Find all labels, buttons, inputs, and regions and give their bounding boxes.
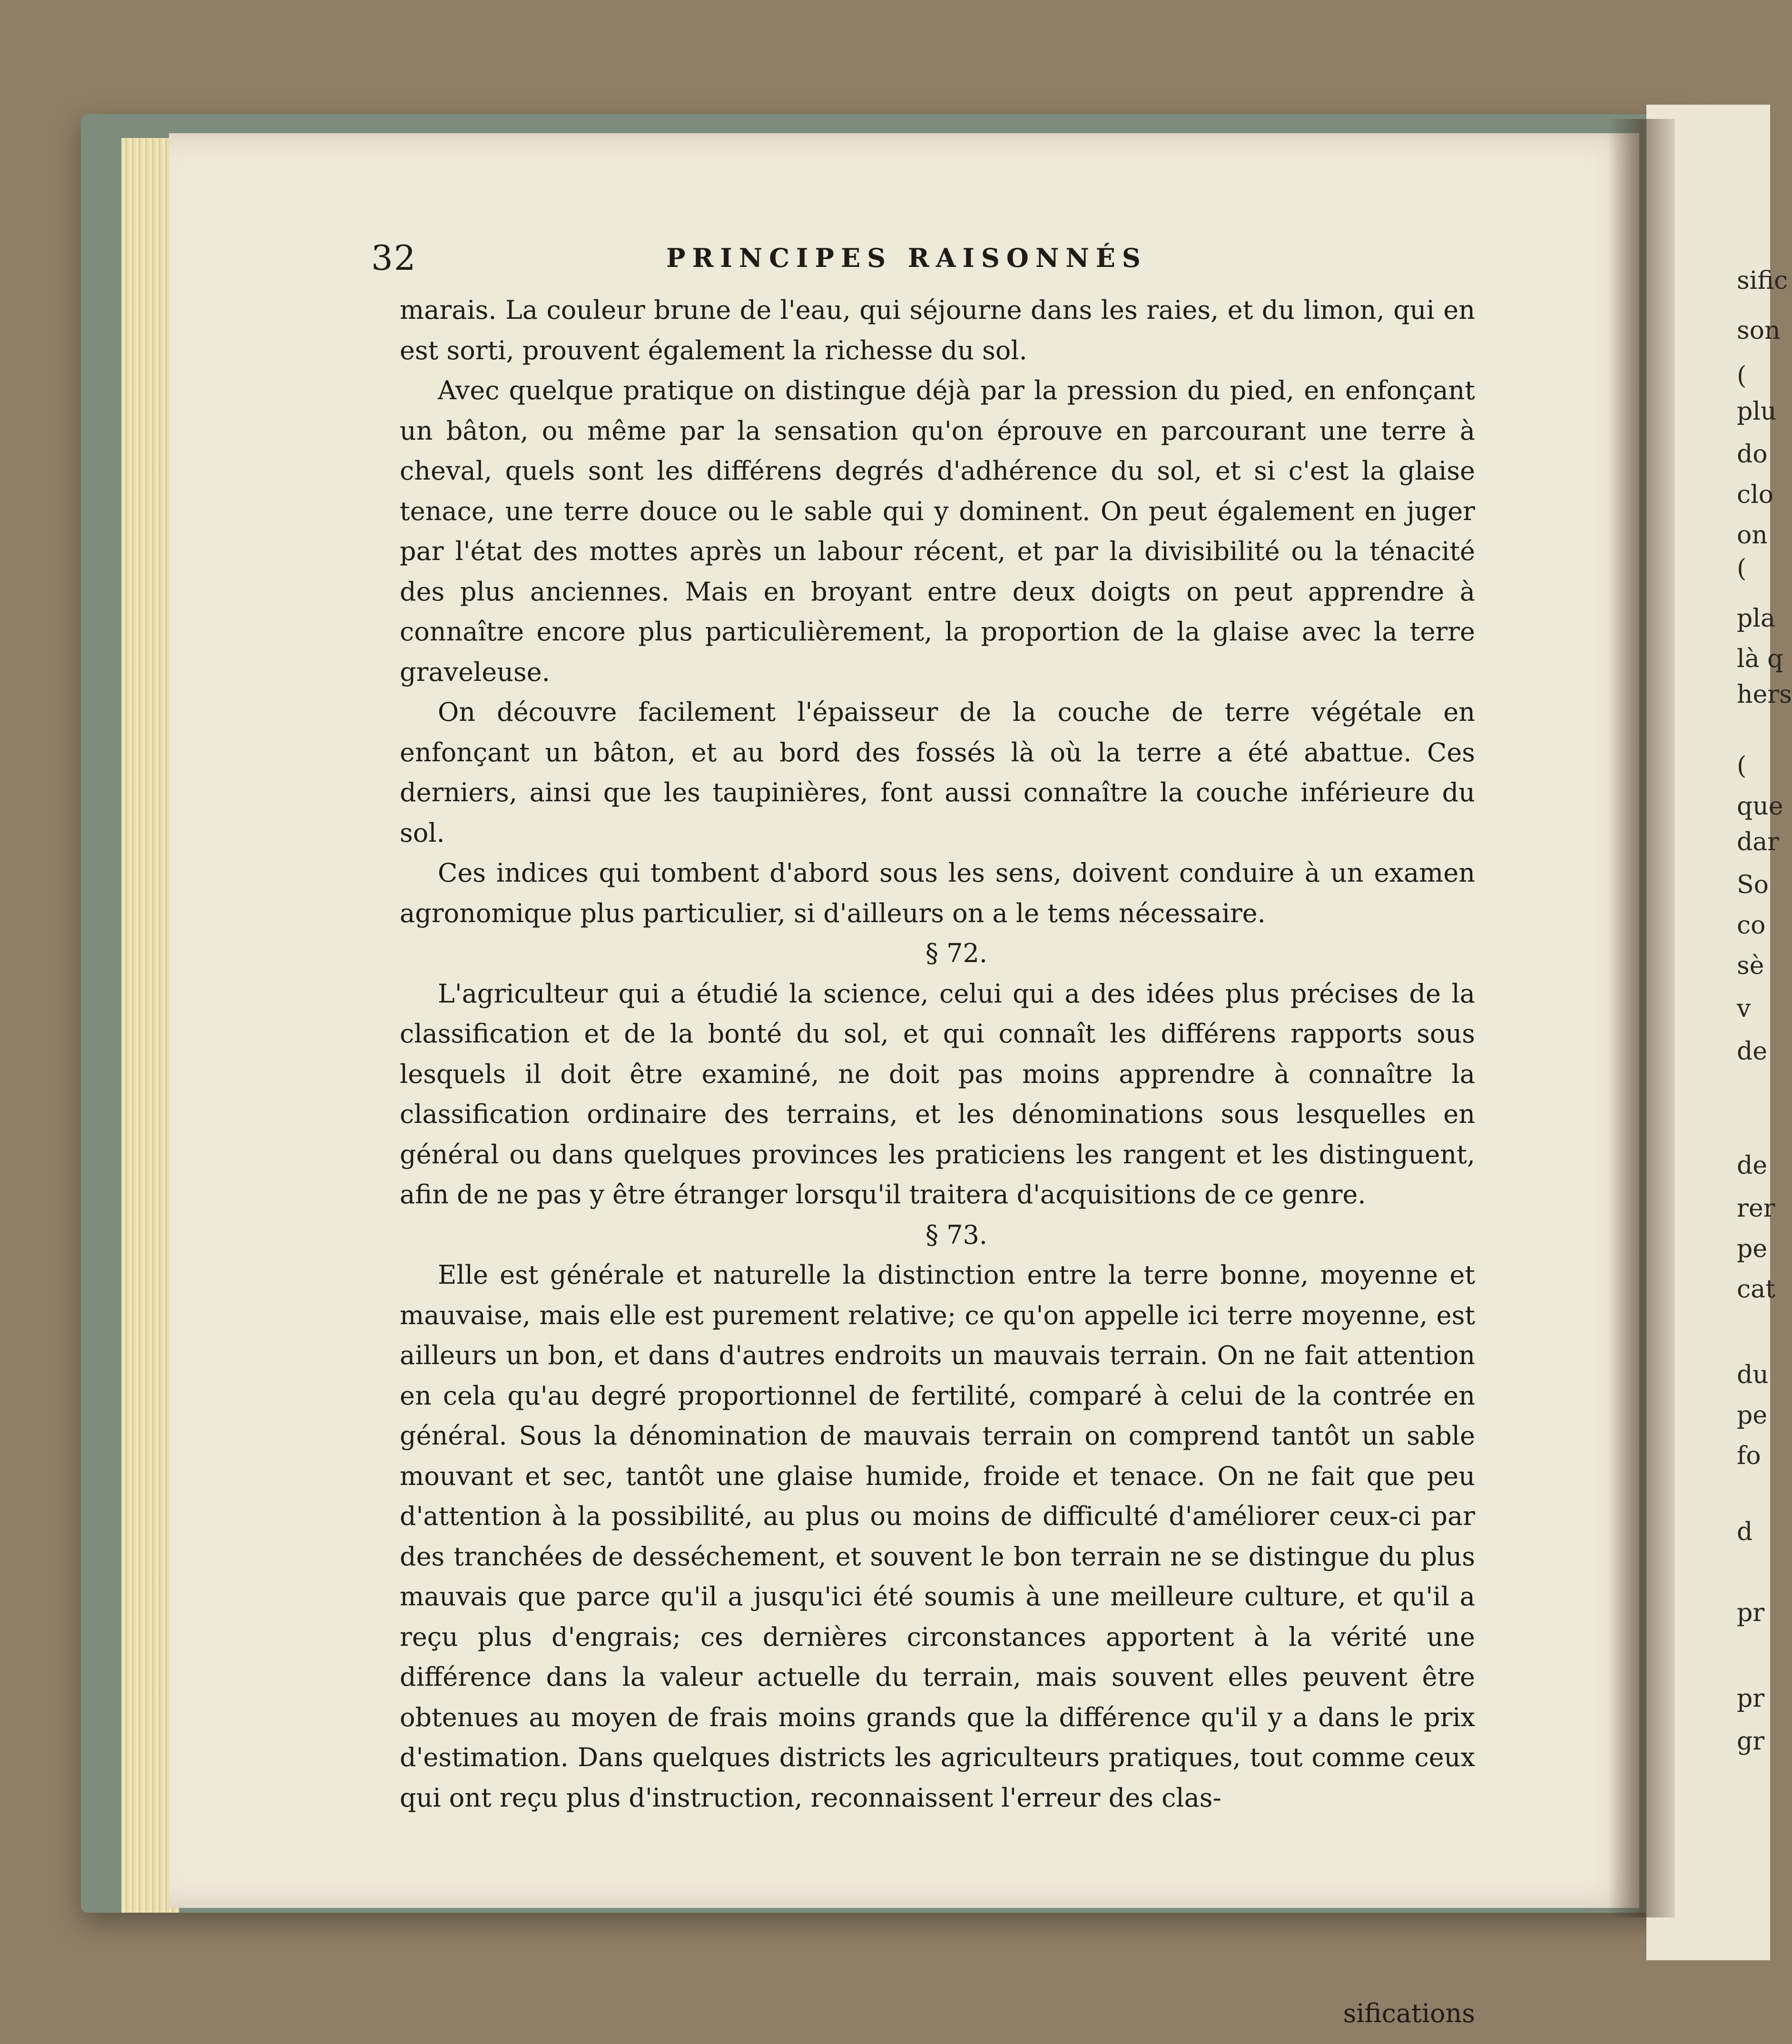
facing-page-fragment: pe — [1737, 1235, 1768, 1263]
facing-page-fragment: plu — [1737, 397, 1777, 426]
section-number: § 73. — [925, 1219, 988, 1250]
facing-page-fragment: rer — [1737, 1194, 1775, 1223]
paragraph: L'agriculteur qui a étudié la science, celui qui a des idées plus précises de la classification et de la bonté du sol, et qui connaît les différens rapports sous lesquels il doit être examiné, ne doit pas moins apprendre à connaître la classification ordinaire des terrains, et les dénominations sous lesquelles en général ou dans quelques provinces les praticiens les rangent et les distinguent, afin de ne pas y être étranger lorsqu'il traitera d'acquisitions de ce genre. — [400, 978, 1475, 1209]
paragraph: Avec quelque pratique on distingue déjà par la pression du pied, en enfonçant un bâton, ou même par la sensation qu'on éprouve en parcourant une terre à cheval, quels sont les différens degrés d'adhérence du sol, et si c'est la glaise tenace, une terre douce ou le sable qui y dominent. On peut également en juger par l'état des mottes après un labour récent, et par la divisibilité ou la ténacité des plus anciennes. Mais en broyant entre deux doigts on peut apprendre à connaître encore plus particulièrement, la proportion de la glaise avec la terre graveleuse. — [400, 375, 1475, 687]
catchword: sifications — [1343, 1998, 1475, 2028]
page-number: 32 — [371, 238, 417, 278]
running-head: PRINCIPES RAISONNÉS — [666, 243, 1147, 273]
body-text — [400, 290, 1475, 1818]
facing-page-fragment: sè — [1737, 952, 1764, 980]
paragraph: Elle est générale et naturelle la distinction entre la terre bonne, moyenne et mauvaise, mais elle est purement relative; ce qu'on appelle ici terre moyenne, est ailleurs un bon, et dans d'autres endroits un mauvais terrain. On ne fait attention en cela qu'au degré proportionnel de fertilité, comparé à celui de la contrée en général. Sous la dénomination de mauvais terrain on comprend tantôt un sable mouvant et sec, tantôt une glaise humide, froide et tenace. On ne fait que peu d'attention à la possibilité, au plus ou moins de difficulté d'améliorer ceux-ci par des tranchées de desséchement, et souvent le bon terrain ne se distingue du plus mauvais que parce qu'il a jusqu'ici été soumis à une meilleure culture, et qu'il a reçu plus d'engrais; ces dernières circonstances apportent à la vérité une différence dans la valeur actuelle du terrain, mais souvent elles peuvent être obtenues au moyen de frais moins grands que la différence qu'il y a dans le prix d'estimation. Dans quelques districts les agriculteurs pratiques, tout comme ceux qui ont reçu plus d'instruction, reconnaissent l'erreur des clas- — [400, 1260, 1475, 1813]
facing-page-fragment: pr — [1737, 1684, 1765, 1713]
facing-page-fragment: que — [1737, 792, 1783, 821]
facing-page-fragment: pla — [1737, 604, 1775, 633]
facing-page-fragment: d — [1737, 1518, 1753, 1546]
section-number: § 72. — [925, 938, 988, 968]
paragraph: marais. La couleur brune de l'eau, qui séjourne dans les raies, et du limon, qui en est sorti, prouvent également la richesse du sol. — [400, 295, 1475, 365]
facing-page-fragment: cat — [1737, 1275, 1776, 1304]
facing-page-fragment: hers — [1737, 680, 1792, 709]
facing-page-fragment: fo — [1737, 1442, 1761, 1470]
facing-page-fragment: là q — [1737, 645, 1783, 673]
facing-page-fragment: pr — [1737, 1599, 1765, 1627]
paragraph: On découvre facilement l'épaisseur de la couche de terre végétale en enfonçant un bâton, et au bord des fossés là où la terre a été abattue. Ces derniers, ainsi que les taupinières, font aussi connaître la couche inférieure du sol. — [400, 697, 1475, 848]
facing-page-text-fragments — [1737, 0, 1792, 2044]
facing-page-fragment: clo — [1737, 481, 1774, 509]
paragraph: Ces indices qui tombent d'abord sous les sens, doivent conduire à un examen agronomique plus particulier, si d'ailleurs on a le tems nécessaire. — [400, 858, 1475, 928]
facing-page-fragment: de — [1737, 1037, 1768, 1066]
facing-page-fragment: on — [1737, 521, 1768, 550]
facing-page-fragment: dar — [1737, 828, 1780, 856]
facing-page-fragment: co — [1737, 911, 1766, 940]
facing-page-fragment: gr — [1737, 1727, 1765, 1756]
facing-page-fragment: ( — [1737, 554, 1747, 583]
facing-page-fragment: du — [1737, 1361, 1769, 1389]
facing-page-fragment: pe — [1737, 1401, 1768, 1430]
book-gutter-shadow — [1608, 119, 1675, 1917]
facing-page-fragment: ( — [1737, 752, 1747, 780]
facing-page-fragment: v — [1737, 994, 1751, 1023]
facing-page-fragment: So — [1737, 871, 1769, 899]
facing-page-fragment: do — [1737, 440, 1768, 469]
facing-page-fragment: sific — [1737, 266, 1788, 295]
page-header — [371, 238, 1323, 281]
facing-page-fragment: son — [1737, 316, 1781, 345]
facing-page-fragment: ( — [1737, 362, 1747, 390]
facing-page-fragment: de — [1737, 1151, 1768, 1180]
